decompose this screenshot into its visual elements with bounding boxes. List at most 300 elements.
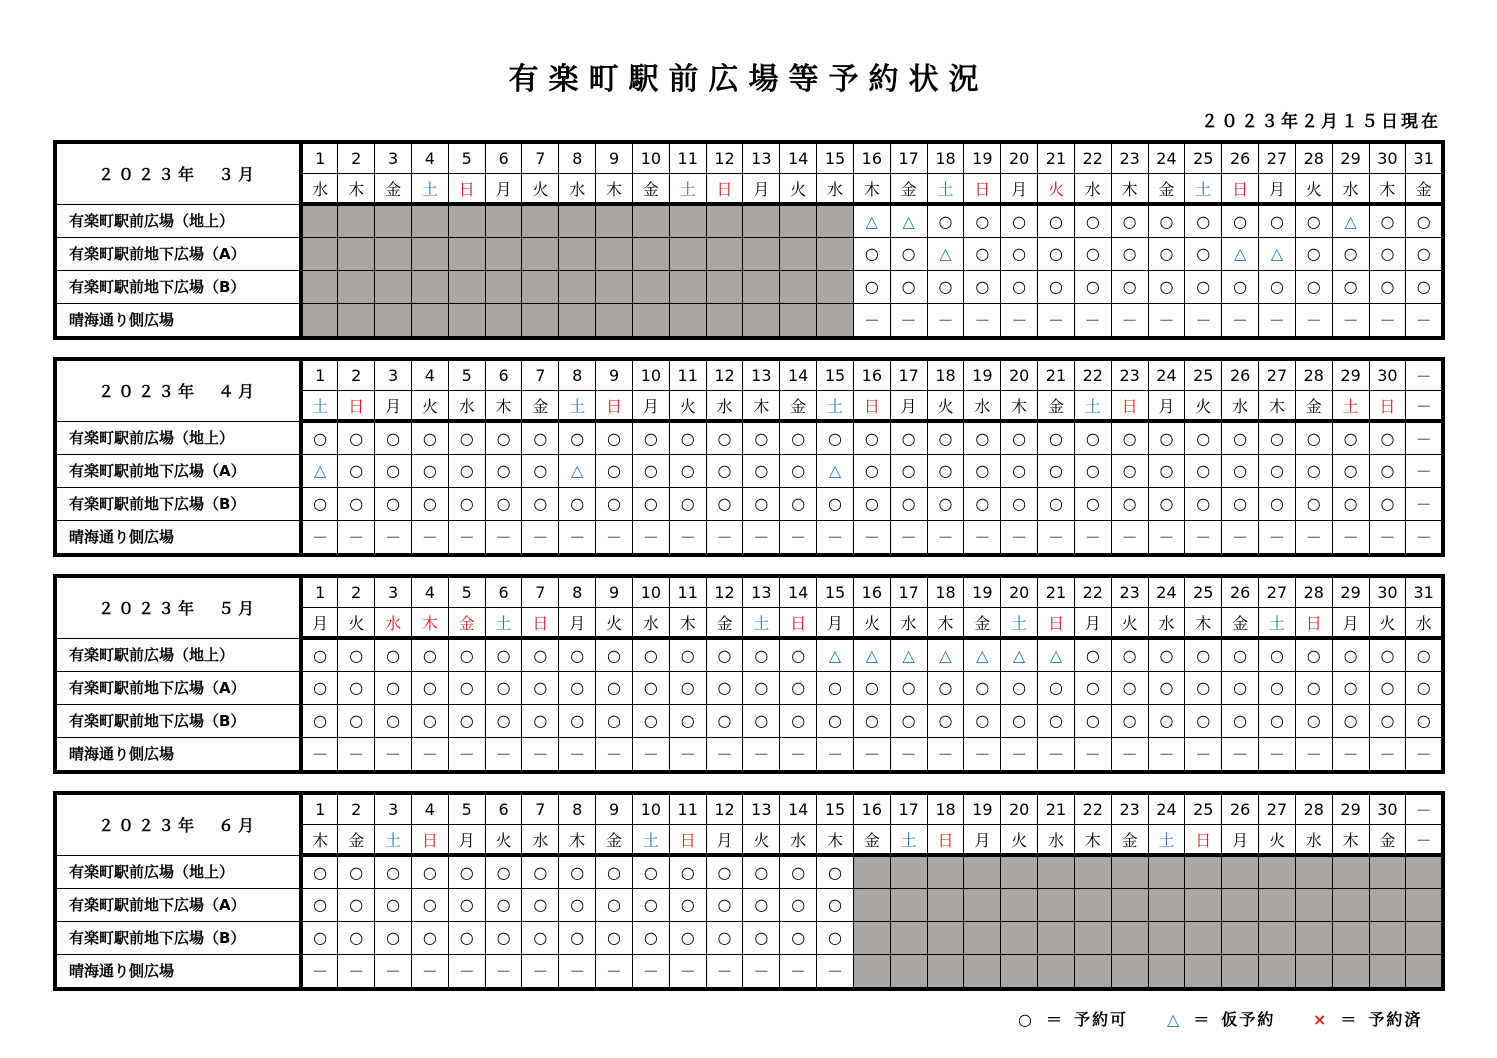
weekday: 金 — [706, 608, 743, 639]
unavailable-cell — [927, 888, 964, 921]
available-cell: ○ — [706, 638, 743, 671]
unavailable-cell — [1259, 954, 1296, 989]
weekday: 土 — [1185, 174, 1222, 205]
no-data-cell: － — [817, 737, 854, 772]
day-number: 14 — [780, 359, 817, 391]
weekday: 水 — [1332, 174, 1369, 205]
available-cell: ○ — [1038, 487, 1075, 520]
weekday: 木 — [1111, 174, 1148, 205]
unavailable-cell — [522, 270, 559, 303]
available-cell: ○ — [1185, 237, 1222, 270]
day-number: 9 — [596, 142, 633, 174]
no-data-cell: － — [1406, 487, 1443, 520]
available-cell: ○ — [375, 454, 412, 487]
available-cell: ○ — [853, 454, 890, 487]
available-cell: ○ — [632, 888, 669, 921]
available-cell: ○ — [338, 704, 375, 737]
day-number: 30 — [1369, 359, 1406, 391]
available-cell: ○ — [485, 638, 522, 671]
available-cell: ○ — [522, 888, 559, 921]
unavailable-cell — [375, 204, 412, 237]
weekday: － — [1406, 391, 1443, 422]
day-number: 13 — [743, 576, 780, 608]
no-data-cell: － — [1259, 737, 1296, 772]
weekday: 月 — [743, 174, 780, 205]
day-number: 9 — [596, 576, 633, 608]
available-cell: ○ — [1406, 237, 1443, 270]
unavailable-cell — [927, 954, 964, 989]
tentative-cell: △ — [1222, 237, 1259, 270]
tentative-cell: △ — [890, 204, 927, 237]
weekday: 水 — [1148, 608, 1185, 639]
available-cell: ○ — [1111, 204, 1148, 237]
weekday: 日 — [1222, 174, 1259, 205]
available-cell: ○ — [375, 704, 412, 737]
unavailable-cell — [1001, 921, 1038, 954]
weekday: 日 — [448, 174, 485, 205]
day-number: 21 — [1038, 142, 1075, 174]
unavailable-cell — [890, 888, 927, 921]
available-cell: ○ — [964, 270, 1001, 303]
available-cell: ○ — [669, 855, 706, 888]
legend-text: 予約可 — [1073, 1010, 1128, 1029]
unavailable-cell — [706, 303, 743, 338]
weekday: 木 — [1074, 825, 1111, 856]
available-cell: ○ — [632, 704, 669, 737]
no-data-cell: － — [853, 303, 890, 338]
weekday: 水 — [559, 174, 596, 205]
weekday: 火 — [1369, 608, 1406, 639]
weekday: 火 — [1259, 825, 1296, 856]
no-data-cell: － — [1148, 303, 1185, 338]
available-cell: ○ — [927, 704, 964, 737]
unavailable-cell — [890, 921, 927, 954]
weekday: 水 — [1222, 391, 1259, 422]
tentative-cell: △ — [964, 638, 1001, 671]
weekday: 金 — [1369, 825, 1406, 856]
available-cell: ○ — [1369, 421, 1406, 454]
available-cell: ○ — [669, 888, 706, 921]
available-cell: ○ — [559, 704, 596, 737]
weekday: 火 — [780, 174, 817, 205]
available-cell: ○ — [1038, 270, 1075, 303]
unavailable-cell — [301, 270, 338, 303]
weekday: 火 — [743, 825, 780, 856]
available-cell: ○ — [743, 704, 780, 737]
available-cell: ○ — [890, 487, 927, 520]
available-cell: ○ — [1295, 421, 1332, 454]
day-number: 24 — [1148, 793, 1185, 825]
weekday: 土 — [890, 825, 927, 856]
no-data-cell: － — [338, 954, 375, 989]
no-data-cell: － — [1001, 303, 1038, 338]
available-cell: ○ — [964, 454, 1001, 487]
no-data-cell: － — [522, 737, 559, 772]
unavailable-cell — [559, 303, 596, 338]
no-data-cell: － — [596, 520, 633, 555]
no-data-cell: － — [1222, 737, 1259, 772]
available-cell: ○ — [338, 888, 375, 921]
available-cell: ○ — [1148, 638, 1185, 671]
venue-label: 有楽町駅前地下広場（A） — [55, 454, 301, 487]
day-number: 30 — [1369, 142, 1406, 174]
weekday: 日 — [669, 825, 706, 856]
unavailable-cell — [375, 303, 412, 338]
no-data-cell: － — [338, 737, 375, 772]
available-cell: ○ — [1148, 487, 1185, 520]
weekday: 月 — [964, 825, 1001, 856]
available-cell: ○ — [853, 237, 890, 270]
available-cell: ○ — [927, 270, 964, 303]
no-data-cell: － — [596, 737, 633, 772]
unavailable-cell — [1369, 855, 1406, 888]
weekday: 日 — [964, 174, 1001, 205]
unavailable-cell — [780, 204, 817, 237]
available-cell: ○ — [448, 421, 485, 454]
weekday: 金 — [1406, 174, 1443, 205]
weekday: 日 — [1185, 825, 1222, 856]
available-cell: ○ — [1369, 237, 1406, 270]
available-cell: ○ — [301, 638, 338, 671]
available-cell: ○ — [448, 888, 485, 921]
venue-label: 有楽町駅前地下広場（A） — [55, 671, 301, 704]
available-cell: ○ — [1259, 671, 1296, 704]
weekday: 木 — [596, 174, 633, 205]
weekday: 日 — [927, 825, 964, 856]
unavailable-cell — [1038, 954, 1075, 989]
weekday: 金 — [338, 825, 375, 856]
weekday: 日 — [338, 391, 375, 422]
unavailable-cell — [559, 270, 596, 303]
available-cell: ○ — [411, 638, 448, 671]
unavailable-cell — [522, 237, 559, 270]
day-number: 3 — [375, 142, 412, 174]
day-number: 17 — [890, 576, 927, 608]
no-data-cell: － — [706, 737, 743, 772]
available-cell: ○ — [853, 421, 890, 454]
available-cell: ○ — [1074, 270, 1111, 303]
available-cell: ○ — [743, 421, 780, 454]
venue-label: 有楽町駅前地下広場（B） — [55, 704, 301, 737]
venue-label: 有楽町駅前地下広場（B） — [55, 270, 301, 303]
available-cell: ○ — [522, 454, 559, 487]
day-number: 5 — [448, 359, 485, 391]
available-cell: ○ — [411, 855, 448, 888]
available-cell: ○ — [780, 454, 817, 487]
available-cell: ○ — [1222, 704, 1259, 737]
available-cell: ○ — [1038, 237, 1075, 270]
available-cell: ○ — [780, 888, 817, 921]
available-cell: ○ — [1148, 237, 1185, 270]
available-cell: ○ — [375, 671, 412, 704]
venue-label: 有楽町駅前広場（地上） — [55, 421, 301, 454]
day-number: 24 — [1148, 359, 1185, 391]
no-data-cell: － — [1406, 520, 1443, 555]
available-cell: ○ — [596, 454, 633, 487]
no-data-cell: － — [669, 520, 706, 555]
unavailable-cell — [964, 954, 1001, 989]
available-cell: ○ — [1038, 704, 1075, 737]
available-cell: ○ — [1111, 704, 1148, 737]
day-number: 6 — [485, 142, 522, 174]
weekday: 火 — [1185, 391, 1222, 422]
available-cell: ○ — [1406, 270, 1443, 303]
day-number: 10 — [632, 142, 669, 174]
available-cell: ○ — [780, 671, 817, 704]
no-data-cell: － — [927, 303, 964, 338]
available-cell: ○ — [596, 855, 633, 888]
day-number: 10 — [632, 359, 669, 391]
weekday: 金 — [1222, 608, 1259, 639]
available-cell: ○ — [596, 671, 633, 704]
no-data-cell: － — [1001, 520, 1038, 555]
day-number: 12 — [706, 793, 743, 825]
no-data-cell: － — [669, 954, 706, 989]
no-data-cell: － — [448, 520, 485, 555]
unavailable-cell — [890, 855, 927, 888]
weekday: 木 — [1185, 608, 1222, 639]
available-cell: ○ — [1074, 204, 1111, 237]
weekday: 水 — [448, 391, 485, 422]
weekday: 火 — [669, 391, 706, 422]
available-cell: ○ — [1406, 704, 1443, 737]
no-data-cell: － — [1038, 737, 1075, 772]
available-cell: ○ — [448, 454, 485, 487]
available-cell: ○ — [596, 704, 633, 737]
unavailable-cell — [853, 855, 890, 888]
legend-equals: ＝ — [1340, 1010, 1359, 1029]
weekday: 金 — [632, 174, 669, 205]
unavailable-cell — [890, 954, 927, 989]
weekday: 月 — [706, 825, 743, 856]
day-number: 18 — [927, 576, 964, 608]
available-cell: ○ — [964, 671, 1001, 704]
day-number: 13 — [743, 793, 780, 825]
unavailable-cell — [1001, 954, 1038, 989]
available-cell: ○ — [780, 421, 817, 454]
weekday: 火 — [485, 825, 522, 856]
available-cell: ○ — [853, 704, 890, 737]
no-data-cell: － — [890, 520, 927, 555]
weekday: 木 — [927, 608, 964, 639]
available-cell: ○ — [411, 921, 448, 954]
unavailable-cell — [632, 303, 669, 338]
weekday: 月 — [1074, 608, 1111, 639]
available-cell: ○ — [338, 421, 375, 454]
weekday: 水 — [964, 391, 1001, 422]
available-cell: ○ — [559, 671, 596, 704]
available-cell: ○ — [1222, 638, 1259, 671]
available-cell: ○ — [301, 704, 338, 737]
unavailable-cell — [706, 204, 743, 237]
no-data-cell: － — [375, 520, 412, 555]
available-cell: ○ — [632, 921, 669, 954]
available-cell: ○ — [817, 855, 854, 888]
weekday: 日 — [1369, 391, 1406, 422]
weekday: 金 — [1295, 391, 1332, 422]
unavailable-cell — [1001, 888, 1038, 921]
unavailable-cell — [669, 237, 706, 270]
day-number: 9 — [596, 793, 633, 825]
legend-text: 仮予約 — [1221, 1010, 1276, 1029]
unavailable-cell — [706, 270, 743, 303]
unavailable-cell — [1406, 855, 1443, 888]
available-cell: ○ — [890, 671, 927, 704]
available-cell: ○ — [559, 888, 596, 921]
day-number: 21 — [1038, 576, 1075, 608]
day-number: 29 — [1332, 142, 1369, 174]
available-cell: ○ — [743, 671, 780, 704]
weekday: 日 — [1295, 608, 1332, 639]
no-data-cell: － — [485, 954, 522, 989]
no-data-cell: － — [1185, 520, 1222, 555]
no-data-cell: － — [1038, 520, 1075, 555]
weekday: 土 — [1074, 391, 1111, 422]
no-data-cell: － — [375, 954, 412, 989]
day-number: 25 — [1185, 359, 1222, 391]
legend-equals: ＝ — [1045, 1010, 1064, 1029]
available-cell: ○ — [817, 704, 854, 737]
available-cell: ○ — [669, 671, 706, 704]
available-cell: ○ — [1001, 270, 1038, 303]
available-cell: ○ — [1369, 671, 1406, 704]
available-cell: ○ — [411, 888, 448, 921]
tentative-cell: △ — [927, 237, 964, 270]
unavailable-cell — [448, 303, 485, 338]
no-data-cell: － — [1074, 303, 1111, 338]
legend-item — [1018, 1007, 1128, 1030]
weekday: 木 — [817, 825, 854, 856]
available-cell: ○ — [522, 421, 559, 454]
available-cell: ○ — [1111, 270, 1148, 303]
unavailable-cell — [669, 303, 706, 338]
weekday: 土 — [927, 174, 964, 205]
available-cell: ○ — [338, 855, 375, 888]
unavailable-cell — [743, 270, 780, 303]
available-cell: ○ — [338, 671, 375, 704]
available-cell: ○ — [1185, 270, 1222, 303]
page-title: 有楽町駅前広場等予約状況 — [508, 62, 989, 97]
no-data-cell: － — [1148, 520, 1185, 555]
no-data-cell: － — [780, 954, 817, 989]
unavailable-cell — [1111, 921, 1148, 954]
weekday: 水 — [632, 608, 669, 639]
available-cell: ○ — [1148, 704, 1185, 737]
no-data-cell: － — [1259, 303, 1296, 338]
unavailable-cell — [817, 237, 854, 270]
day-number: 22 — [1074, 793, 1111, 825]
available-cell: ○ — [1259, 270, 1296, 303]
available-cell: ○ — [448, 704, 485, 737]
available-cell: ○ — [1148, 204, 1185, 237]
tentative-cell: △ — [1332, 204, 1369, 237]
day-number: 4 — [411, 576, 448, 608]
tentative-cell: △ — [890, 638, 927, 671]
day-number: 3 — [375, 359, 412, 391]
available-cell: ○ — [1295, 487, 1332, 520]
available-cell: ○ — [817, 671, 854, 704]
available-cell: ○ — [411, 671, 448, 704]
available-cell: ○ — [1185, 487, 1222, 520]
day-number: 10 — [632, 793, 669, 825]
available-cell: ○ — [448, 921, 485, 954]
legend-item — [1313, 1007, 1422, 1030]
available-cell: ○ — [1148, 454, 1185, 487]
weekday: 木 — [1369, 174, 1406, 205]
month-table — [53, 574, 1445, 774]
available-cell: ○ — [1406, 671, 1443, 704]
available-cell: ○ — [375, 487, 412, 520]
unavailable-cell — [853, 921, 890, 954]
available-cell: ○ — [669, 454, 706, 487]
day-number: 21 — [1038, 359, 1075, 391]
unavailable-cell — [780, 237, 817, 270]
available-cell: ○ — [1111, 454, 1148, 487]
available-cell: ○ — [817, 421, 854, 454]
no-data-cell: － — [853, 520, 890, 555]
available-cell: ○ — [632, 421, 669, 454]
available-cell: ○ — [743, 855, 780, 888]
unavailable-cell — [411, 237, 448, 270]
unavailable-cell — [301, 237, 338, 270]
day-number: 26 — [1222, 142, 1259, 174]
unavailable-cell — [1038, 855, 1075, 888]
available-cell: ○ — [780, 855, 817, 888]
day-number: 5 — [448, 576, 485, 608]
available-cell: ○ — [411, 704, 448, 737]
day-number: 20 — [1001, 793, 1038, 825]
available-cell: ○ — [1332, 270, 1369, 303]
available-cell: ○ — [632, 487, 669, 520]
no-data-cell: － — [706, 520, 743, 555]
available-cell: ○ — [780, 704, 817, 737]
available-cell: ○ — [1001, 237, 1038, 270]
unavailable-cell — [338, 237, 375, 270]
weekday: 月 — [375, 391, 412, 422]
available-cell: ○ — [301, 921, 338, 954]
available-cell: ○ — [669, 638, 706, 671]
no-data-cell: － — [743, 520, 780, 555]
available-cell: ○ — [1038, 421, 1075, 454]
day-number: 11 — [669, 359, 706, 391]
day-number: 1 — [301, 793, 338, 825]
available-cell: ○ — [964, 237, 1001, 270]
available-cell: ○ — [485, 421, 522, 454]
day-number: 11 — [669, 142, 706, 174]
available-cell: ○ — [522, 638, 559, 671]
venue-label: 晴海通り側広場 — [55, 737, 301, 772]
available-cell: ○ — [1369, 704, 1406, 737]
weekday: 火 — [1001, 825, 1038, 856]
weekday: 月 — [1001, 174, 1038, 205]
day-number: 8 — [559, 576, 596, 608]
unavailable-cell — [1148, 855, 1185, 888]
day-number: 1 — [301, 359, 338, 391]
weekday: 水 — [780, 825, 817, 856]
available-cell: ○ — [964, 421, 1001, 454]
day-number: 19 — [964, 793, 1001, 825]
weekday: 金 — [964, 608, 1001, 639]
unavailable-cell — [669, 270, 706, 303]
no-data-cell: － — [1111, 520, 1148, 555]
weekday: 土 — [669, 174, 706, 205]
weekday: 火 — [1111, 608, 1148, 639]
weekday: 木 — [1001, 391, 1038, 422]
available-cell: ○ — [743, 888, 780, 921]
weekday: 金 — [448, 608, 485, 639]
available-cell: ○ — [1369, 270, 1406, 303]
available-cell: ○ — [1369, 204, 1406, 237]
